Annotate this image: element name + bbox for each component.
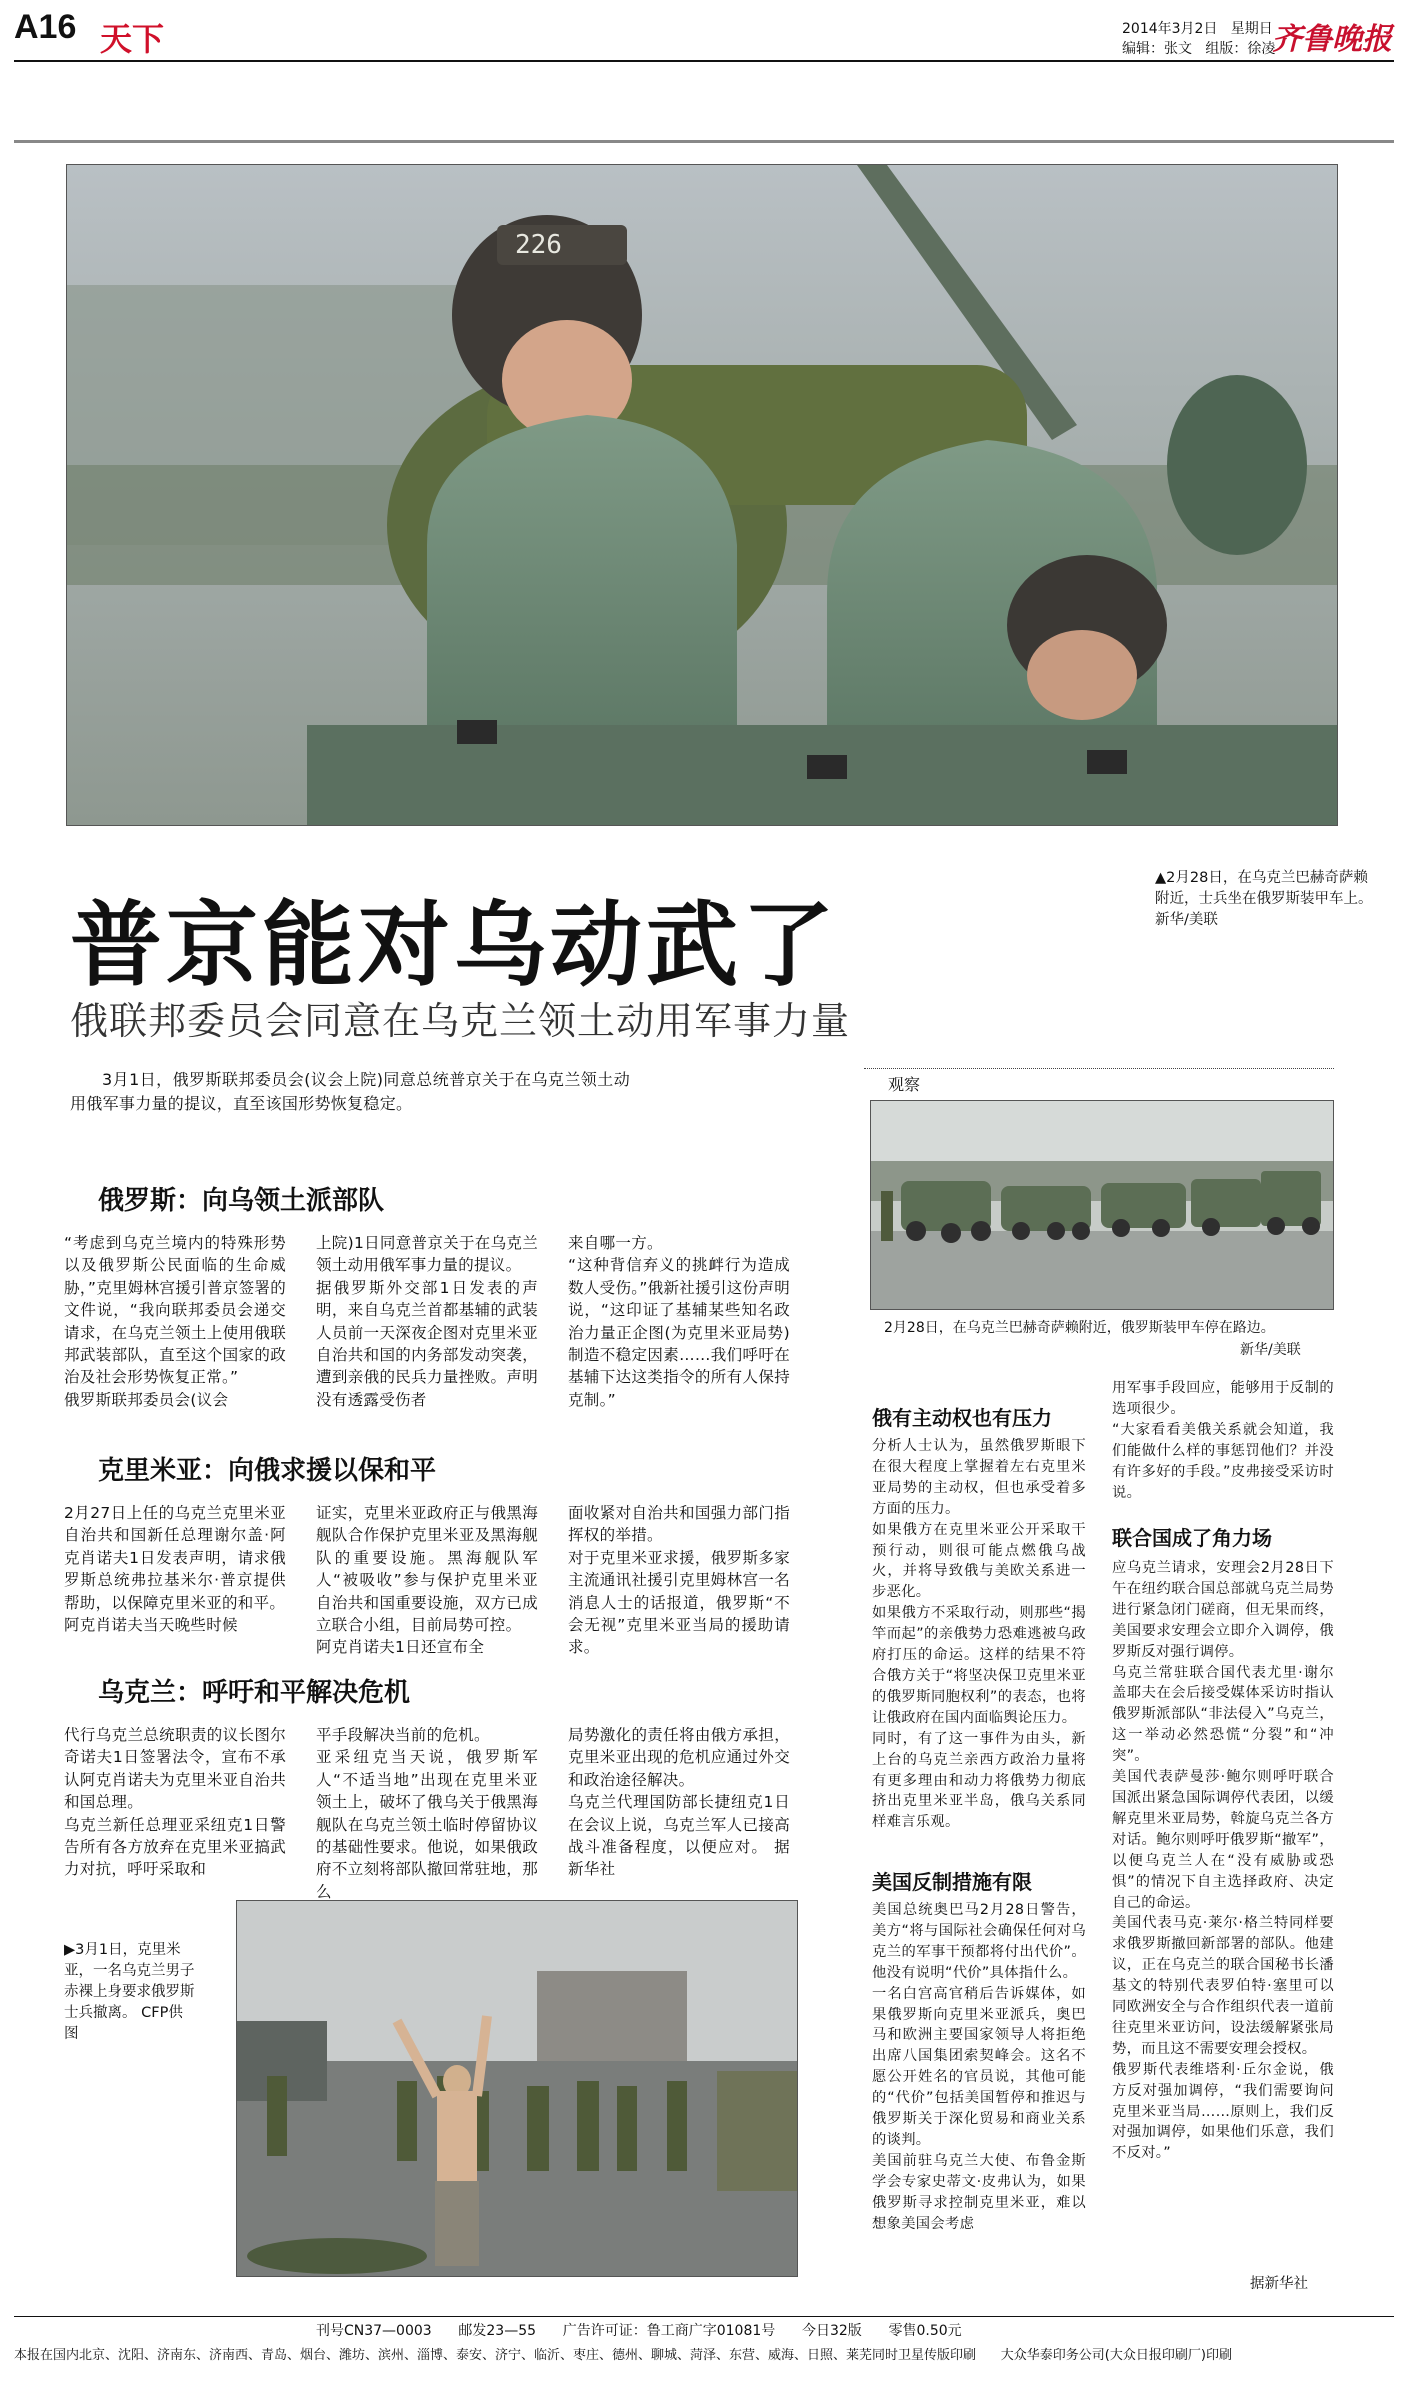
page-number: A16 <box>14 8 77 46</box>
editor-line: 编辑：张文 组版：徐凌 <box>1122 41 1276 57</box>
footer-rule <box>14 2316 1394 2317</box>
helmet-number: 226 <box>515 230 562 260</box>
crimea-col-3: 面收紧对自治共和国强力部门指挥权的举措。 对于克里米亚求援，俄罗斯多家主流通讯社援引克里姆林宫一名消息人士的话报道，俄罗斯“不会无视”克里米亚当局的援助请求。 <box>568 1504 790 1657</box>
footer-line-1: 刊号CN37—0003 邮发23—55 广告许可证：鲁工商广字01081号 今日32版 零售0.50元 <box>316 2323 962 2339</box>
observe-photo-apcs <box>870 1100 1334 1310</box>
section-head-ukraine: 乌克兰：呼吁和平解决危机 <box>98 1678 411 1708</box>
bottom-photo-caption: ▶3月1日，克里米亚，一名乌克兰男子赤裸上身要求俄罗斯士兵撤离。 CFP供图 <box>64 1942 195 2042</box>
side-col-1a: 分析人士认为，虽然俄罗斯眼下在很大程度上掌握着左右克里米亚局势的主动权，但也承受着多方面的压力。 如果俄方在克里米亚公开采取干预行动，则很可能点燃俄乌战火，并将导致俄与美欧关系进一步恶化。 如果俄方不采取行动，则那些“揭竿而起”的亲俄势力恐难逃被乌政府打压的命运。这样的结果不符合俄方关于“将坚决保卫克里米亚的俄罗斯同胞权利”的表态，也将让俄政府在国内面临舆论压力。 同时，有了这一事件为由头，新上台的乌克兰亲西方政治力量将有更多理由和动力将俄势力彻底挤出克里米亚半岛，俄乌关系同样难言乐观。 <box>872 1438 1086 1831</box>
main-photo-soldiers-on-apc <box>66 164 1338 826</box>
side-head-un: 联合国成了角力场 <box>1112 1526 1272 1550</box>
crimea-col-2: 证实，克里米亚政府正与俄黑海舰队合作保护克里米亚及黑海舰队的重要设施。黑海舰队军人“被吸收”参与保护克里米亚自治共和国重要设施，双方已成立联合小组，目前局势可控。 阿克肖诺夫1日还宣布全 <box>316 1504 538 1657</box>
observe-photo-caption: 2月28日，在乌克兰巴赫奇萨赖附近，俄罗斯装甲车停在路边。 <box>884 1320 1275 1336</box>
ukraine-col-1: 代行乌克兰总统职责的议长图尔奇诺夫1日签署法令，宣布不承认阿克肖诺夫为克里米亚自治共和国总理。 乌克兰新任总理亚采纽克1日警告所有各方放弃在克里米亚搞武力对抗，呼吁采取和 <box>64 1726 286 1879</box>
observe-divider <box>864 1068 1334 1069</box>
headline-title: 普京能对乌动武了 <box>70 891 839 999</box>
russia-col-2: 上院)1日同意普京关于在乌克兰领土动用俄军事力量的提议。 据俄罗斯外交部1日发表的声明，来自乌克兰首都基辅的武装人员前一天深夜企图对克里米亚自治共和国的内务部发动突袭，遭到亲俄的民兵力量挫败。声明没有透露受伤者 <box>316 1234 538 1409</box>
header-rule <box>14 60 1394 62</box>
section-head-russia: 俄罗斯：向乌领土派部队 <box>98 1186 385 1216</box>
side-col-2a: 用军事手段回应，能够用于反制的选项很少。 “大家看看美俄关系就会知道，我们能做什么样的事惩罚他们？并没有许多好的手段。”皮弗接受采访时说。 <box>1112 1380 1334 1501</box>
side-byline: 据新华社 <box>1250 2276 1308 2292</box>
section-name: 天下 <box>100 20 165 58</box>
masthead-logo: 齐鲁晚报 <box>1272 22 1392 57</box>
main-photo-caption: ▲2月28日，在乌克兰巴赫奇萨赖附近，士兵坐在俄罗斯装甲车上。 新华/美联 <box>1155 870 1373 928</box>
russia-col-1: “考虑到乌克兰境内的特殊形势以及俄罗斯公民面临的生命威胁，”克里姆林宫援引普京签署的文件说，“我向联邦委员会递交请求，在乌克兰领土上使用俄联邦武装部队，直至这个国家的政治及社会形势恢复正常。” 俄罗斯联邦委员会(议会 <box>64 1234 286 1409</box>
observe-label: 观察 <box>888 1075 921 1094</box>
side-head-us-limits: 美国反制措施有限 <box>872 1870 1032 1894</box>
section-head-crimea: 克里米亚：向俄求援以保和平 <box>98 1456 437 1486</box>
ukraine-col-2: 平手段解决当前的危机。 亚采纽克当天说，俄罗斯军人“不适当地”出现在克里米亚领土上，破坏了俄乌关于俄黑海舰队在乌克兰领土临时停留协议的基础性要求。他说，如果俄政府不立刻将部队撤回常驻地，那么 <box>316 1726 538 1901</box>
headline-subtitle: 俄联邦委员会同意在乌克兰领土动用军事力量 <box>70 999 851 1043</box>
lead-paragraph: 3月1日，俄罗斯联邦委员会(议会上院)同意总统普京关于在乌克兰领土动用俄军事力量的提议，直至该国形势恢复稳定。 <box>70 1070 630 1113</box>
footer-line-2: 本报在国内北京、沈阳、济南东、济南西、青岛、烟台、潍坊、滨州、淄博、泰安、济宁、临沂、枣庄、德州、聊城、菏泽、东营、威海、日照、莱芜同时卫星传版印刷 大众华泰印务公司(大众日报印刷厂)印刷 <box>14 2348 1232 2363</box>
date-line: 2014年3月2日 星期日 <box>1122 21 1273 37</box>
side-head-pressure: 俄有主动权也有压力 <box>872 1406 1052 1430</box>
russia-col-3: 来自哪一方。 “这种背信弃义的挑衅行为造成数人受伤。”俄新社援引这份声明说，“这印证了基辅某些知名政治力量正企图(为克里米亚局势)制造不稳定因素……我们呼吁在基辅下达这类指令的所有人保持克制。” <box>568 1234 790 1409</box>
header-rule-thick <box>14 140 1394 143</box>
side-col-2b: 应乌克兰请求，安理会2月28日下午在纽约联合国总部就乌克兰局势进行紧急闭门磋商，但无果而终，美国要求安理会立即介入调停，俄罗斯反对强行调停。 乌克兰常驻联合国代表尤里·谢尔盖耶夫在会后接受媒体采访时指认俄罗斯派部队“非法侵入”乌克兰，这一举动必然恐慌“分裂”和“冲突”。 美国代表萨曼莎·鲍尔则呼吁联合国派出紧急国际调停代表团，以缓解克里米亚局势，斡旋乌克兰各方对话。鲍尔则呼吁俄罗斯“撤军”，以便乌克兰人在“没有威胁或恐惧”的情况下自主选择政府、决定自己的命运。 美国代表马克·莱尔·格兰特同样要求俄罗斯撤回新部署的部队。他建议，正在乌克兰的联合国秘书长潘基文的特别代表罗伯特·塞里可以同欧洲安全与合作组织代表一道前往克里米亚访问，设法缓解紧张局势，而且这不需要安理会授权。 俄罗斯代表维塔利·丘尔金说，俄方反对强加调停，“我们需要询问克里米亚当局……原则上，我们反对强加调停，如果他们乐意，我们不反对。” <box>1112 1560 1334 2162</box>
observe-photo-credit: 新华/美联 <box>1240 1342 1301 1358</box>
side-col-1b: 美国总统奥巴马2月28日警告，美方“将与国际社会确保任何对乌克兰的军事干预都将付出代价”。他没有说明“代价”具体指什么。 一名白宫高官稍后告诉媒体，如果俄罗斯向克里米亚派兵，奥巴马和欧洲主要国家领导人将拒绝出席八国集团索契峰会。这名不愿公开姓名的官员说，其他可能的“代价”包括美国暂停和推迟与俄罗斯关于深化贸易和商业关系的谈判。 美国前驻乌克兰大使、布鲁金斯学会专家史蒂文·皮弗认为，如果俄罗斯寻求控制克里米亚，难以想象美国会考虑 <box>872 1902 1086 2232</box>
crimea-col-1: 2月27日上任的乌克兰克里米亚自治共和国新任总理谢尔盖·阿克肖诺夫1日发表声明，请求俄罗斯总统弗拉基米尔·普京提供帮助，以保障克里米亚的和平。 阿克肖诺夫当天晚些时候 <box>64 1504 286 1635</box>
ukraine-col-3: 局势激化的责任将由俄方承担，克里米亚出现的危机应通过外交和政治途径解决。 乌克兰代理国防部长捷纽克1日在会议上说，乌克兰军人已接高战斗准备程度，以便应对。 据新华社 <box>568 1726 790 1879</box>
bottom-photo-crimea-man <box>236 1900 798 2277</box>
